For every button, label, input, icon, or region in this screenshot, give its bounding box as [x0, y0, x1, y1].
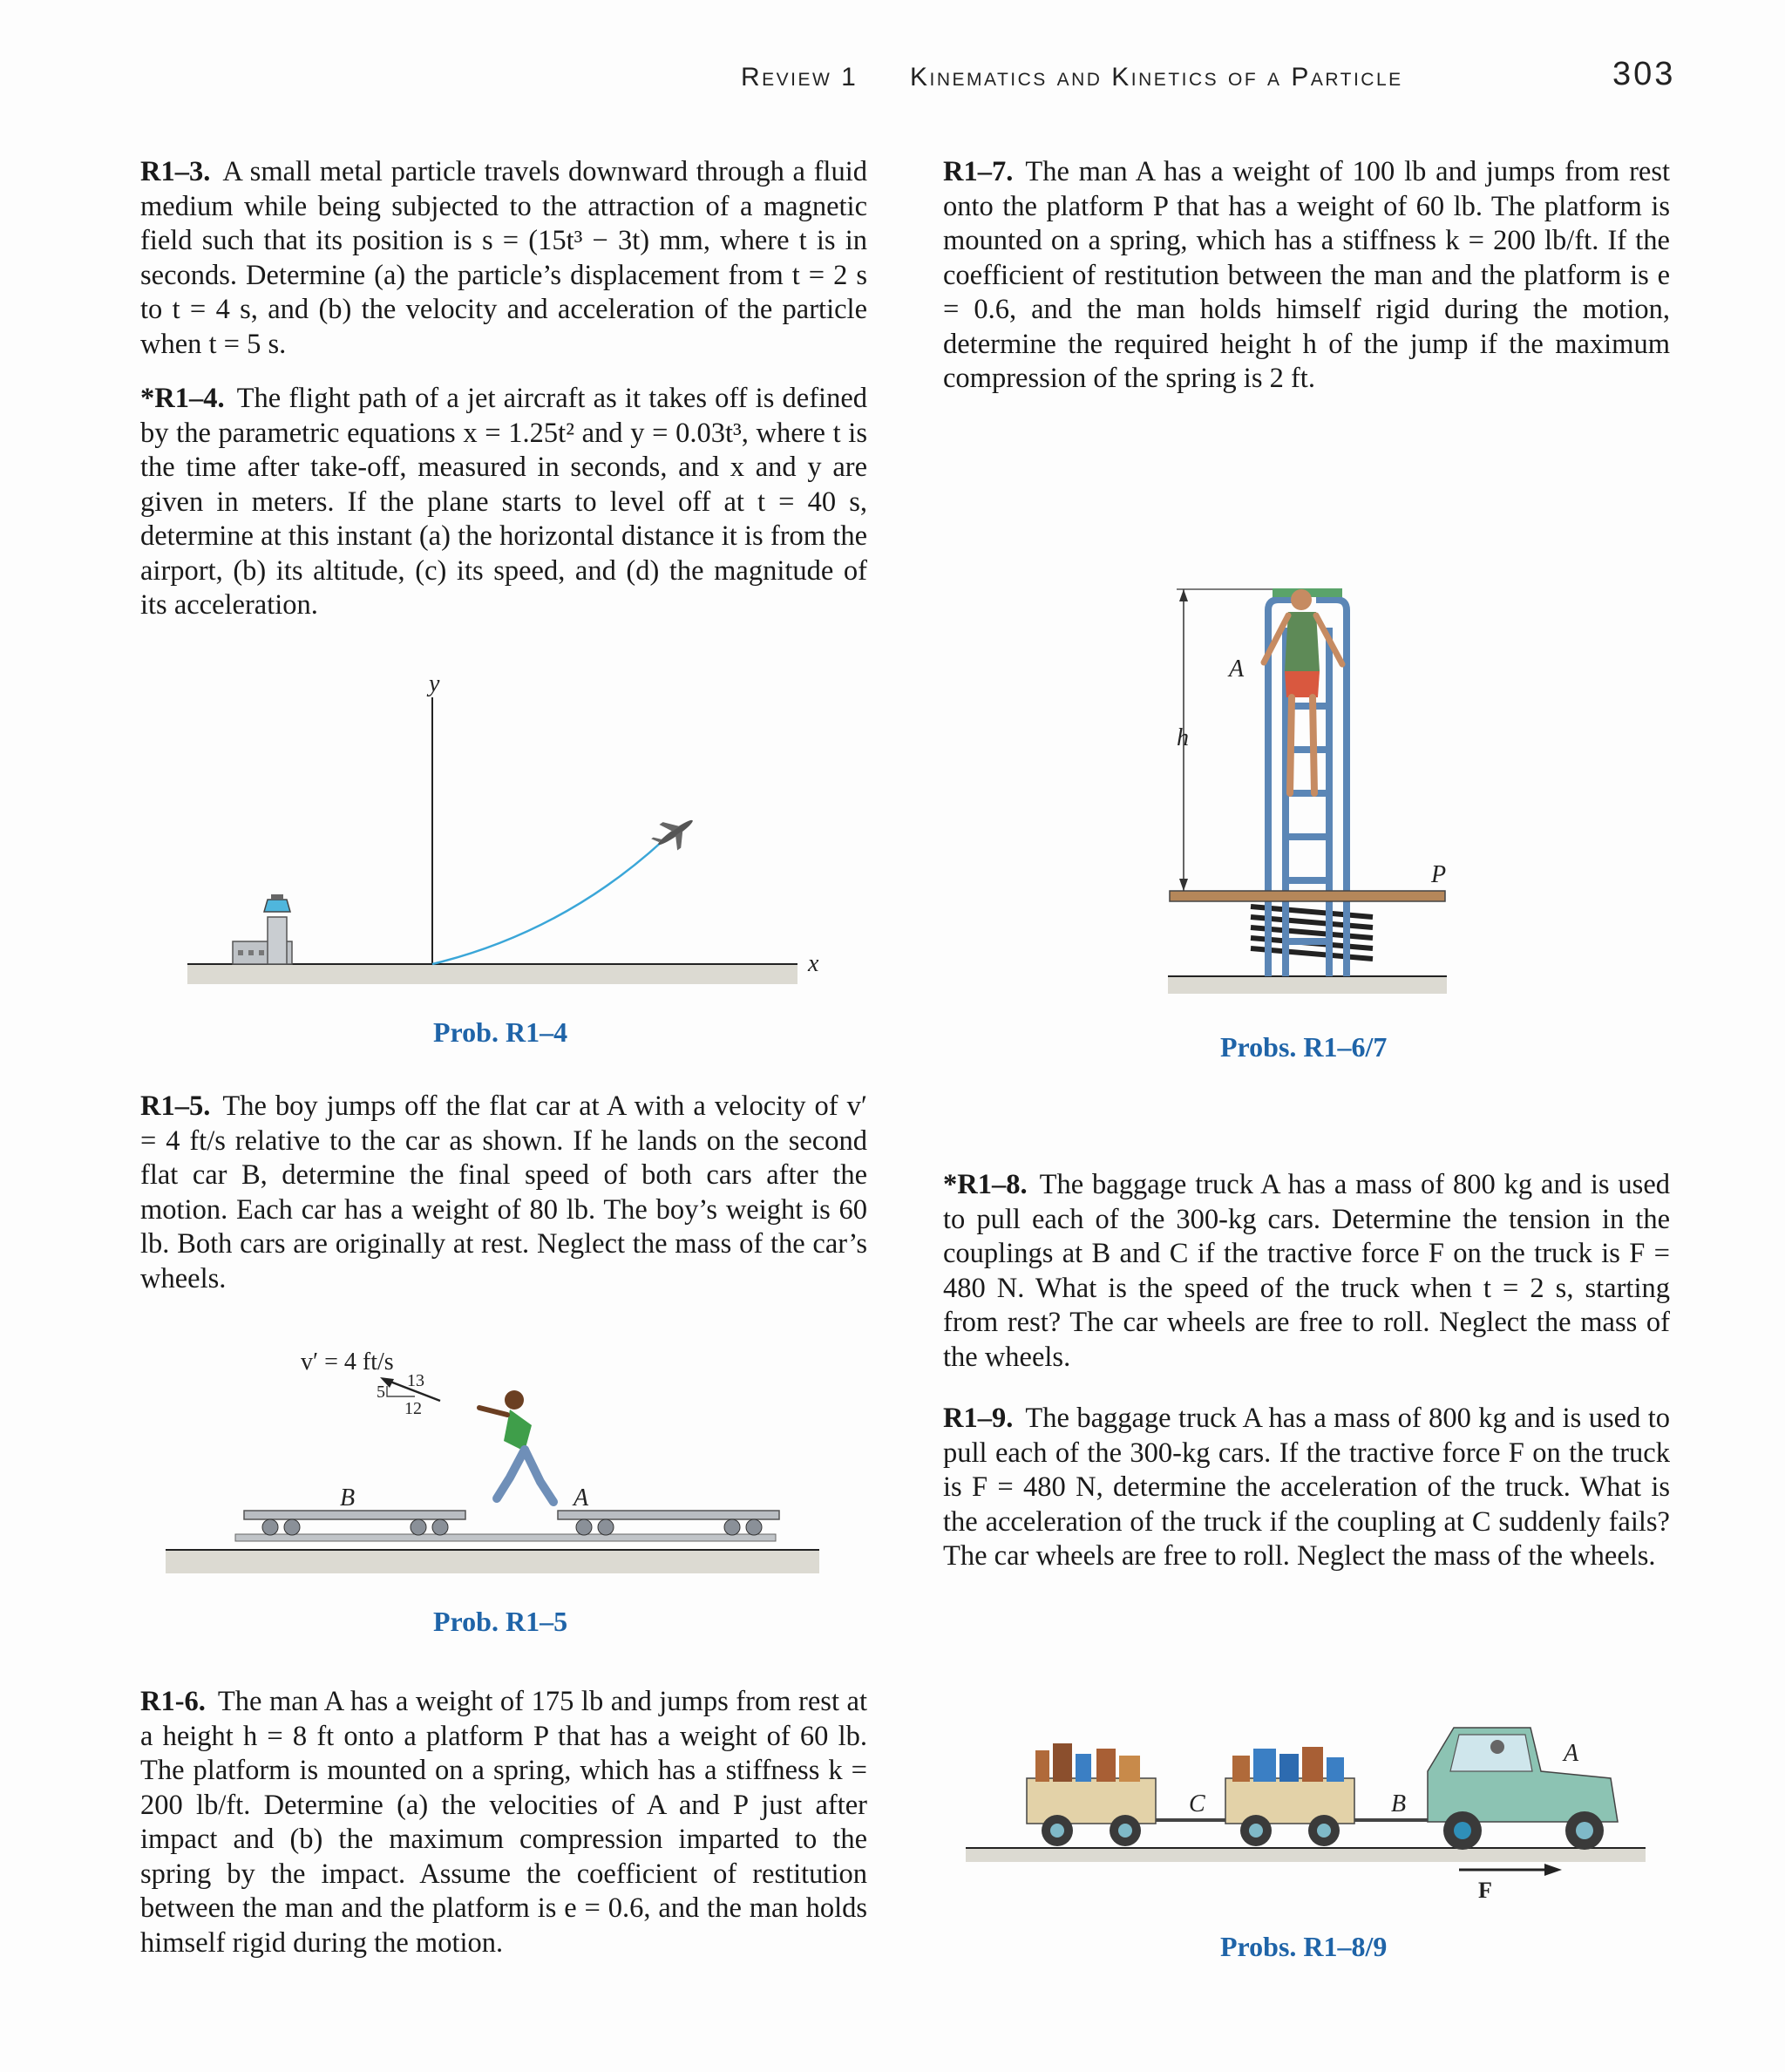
figure-r1-5 [166, 1338, 828, 1600]
problem-label: R1–7. [943, 156, 1014, 187]
boy-figure [479, 1390, 553, 1502]
flat-car-b [244, 1511, 465, 1535]
platform [1170, 891, 1445, 901]
header-title: Kinematics and Kinetics of a Particle [910, 63, 1403, 92]
problem-r1-7 [943, 155, 1670, 397]
baggage-truck [1428, 1728, 1618, 1850]
car-b-label: B [340, 1484, 356, 1512]
truck-label: A [1564, 1740, 1579, 1767]
platform-label: P [1431, 861, 1447, 888]
problem-label: *R1–4. [140, 383, 225, 414]
problem-text: The man A has a weight of 175 lb and jumps from rest at a height h = 8 ft onto a platform P that has a weight of 60 lb. The platform is mounted on a spring, which has a stiffness k = 200 lb/ft. Determine (a) the velocities of A and P just after impact and (b) the maximum compression imparted to the spring by the impact. Assume the coefficient of restitution between the man and the platform is e = 0.6, and the man holds himself rigid during the motion. [140, 1686, 867, 1959]
figure-r1-8-9 [966, 1717, 1654, 1918]
running-header [0, 56, 1785, 99]
force-label: F [1478, 1878, 1492, 1903]
page-number: 303 [1612, 56, 1676, 92]
problem-text: A small metal particle travels downward through a fluid medium while being subjected to the attraction of a magnetic field such that its position is s = (15t³ − 3t) mm, where t is in seconds. Determine (a) the particle’s displacement from t = 2 s to t = 4 s, and (b) the velocity and acceleration of the particle when t = 5 s. [140, 156, 867, 360]
figure-caption-r1-4: Prob. R1–4 [433, 1016, 568, 1048]
problem-r1-3 [140, 155, 867, 362]
problem-text: The baggage truck A has a mass of 800 kg and is used to pull each of the 300-kg cars. Determine the tension in the couplings at B and C if the tractive force F on the truck is F = 480 N. What is the speed of the truck when t = 2 s, starting from rest? The car wheels are free to roll. Neglect the mass of the wheels. [943, 1169, 1670, 1373]
ground [966, 1848, 1646, 1862]
figure-caption-r1-6-7: Probs. R1–6/7 [1220, 1031, 1388, 1063]
baggage-cart-b [1225, 1747, 1354, 1846]
problem-r1-6 [140, 1685, 867, 1960]
problem-r1-4 [140, 382, 867, 623]
problem-label: R1-6. [140, 1686, 206, 1717]
problem-text: The flight path of a jet aircraft as it takes off is defined by the parametric equations x = 1.25t² and y = 0.03t³, where t is the time after take-off, measured in seconds, and x and y are given in meters. If the plane starts to level off at t = 40 s, determine at this instant (a) the horizontal distance it is from the airport, (b) its altitude, (c) its speed, and (d) the magnitude of its acceleration. [140, 383, 867, 621]
velocity-label: v′ = 4 ft/s [301, 1348, 394, 1376]
problem-label: *R1–8. [943, 1169, 1028, 1200]
coupling-b-label: B [1391, 1790, 1407, 1817]
x-axis-label: x [808, 950, 819, 977]
problem-r1-8 [943, 1168, 1670, 1375]
y-axis-label: y [429, 670, 440, 697]
coupling-c-label: C [1189, 1790, 1205, 1817]
ground [187, 965, 797, 984]
slope-hyp: 13 [407, 1371, 424, 1390]
figure-r1-6-7 [1159, 558, 1456, 1011]
car-a-label: A [574, 1484, 589, 1512]
flat-car-a [558, 1511, 779, 1535]
ground [166, 1551, 819, 1573]
slope-run: 12 [404, 1399, 422, 1418]
problem-label: R1–3. [140, 156, 211, 187]
airplane-icon [648, 807, 702, 859]
control-tower-icon [233, 894, 292, 964]
flight-path [432, 841, 662, 964]
figure-caption-r1-8-9: Probs. R1–8/9 [1220, 1931, 1388, 1962]
problem-r1-5 [140, 1090, 867, 1296]
problem-text: The boy jumps off the flat car at A with a velocity of v′ = 4 ft/s relative to the car as shown. If he lands on the second flat car B, determine the final speed of both cars after the motion. Each car has a weight of 80 lb. The boy’s weight is 60 lb. Both cars are originally at rest. Neglect the mass of the car’s wheels. [140, 1090, 867, 1294]
height-label: h [1177, 724, 1189, 751]
problem-label: R1–9. [943, 1403, 1014, 1434]
figure-caption-r1-5: Prob. R1–5 [433, 1606, 568, 1637]
figure-r1-4 [187, 671, 832, 994]
problem-r1-9 [943, 1402, 1670, 1574]
problem-label: R1–5. [140, 1090, 211, 1122]
problem-text: The man A has a weight of 100 lb and jumps from rest onto the platform P that has a weight of 60 lb. The platform is mounted on a spring, which has a stiffness k = 200 lb/ft. If the coefficient of restitution between the man and the platform is e = 0.6, and the man holds himself rigid during the motion, determine the required height h of the jump if the maximum compression of the spring is 2 ft. [943, 156, 1670, 394]
man-label: A [1229, 656, 1245, 683]
slope-rise: 5 [377, 1382, 385, 1402]
problem-text: The baggage truck A has a mass of 800 kg and is used to pull each of the 300-kg cars. If the tractive force F on the truck is F = 480 N, determine the acceleration of the truck. What is the acceleration of the truck if the coupling at C suddenly fails? The car wheels are free to roll. Neglect the mass of the wheels. [943, 1403, 1670, 1572]
header-section: Review 1 [741, 63, 859, 92]
ground [1168, 976, 1447, 994]
baggage-cart-c [1027, 1743, 1156, 1846]
